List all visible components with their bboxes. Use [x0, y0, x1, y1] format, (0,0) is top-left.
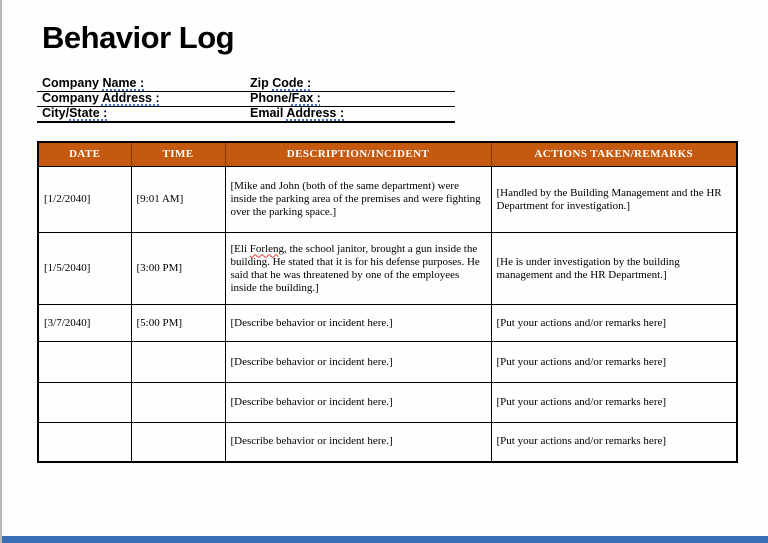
description-text: , the school janitor, brought a gun inside the building. He stated that it is for his defense purposes. He said that he was threatened by one of the employees inside the building.] [230, 242, 480, 294]
cell-actions[interactable]: [Put your actions and/or remarks here] [491, 423, 737, 462]
field-label: Email [250, 106, 287, 120]
cell-actions[interactable]: [Handled by the Building Management and the HR Department for investigation.] [491, 167, 737, 233]
behavior-log-table [37, 141, 738, 463]
cell-actions[interactable]: [Put your actions and/or remarks here] [491, 342, 737, 383]
form-row-3 [37, 107, 455, 123]
cell-description[interactable] [225, 233, 491, 305]
field-label: City/ [42, 106, 70, 120]
cell-date[interactable]: [1/2/2040] [38, 167, 131, 233]
field-label: Phone/ [250, 91, 292, 105]
bottom-accent-bar [2, 536, 768, 543]
field-city-state[interactable] [42, 106, 250, 120]
cell-description[interactable]: [Describe behavior or incident here.] [225, 383, 491, 423]
field-company-name[interactable] [42, 76, 250, 90]
column-header-time: TIME [131, 142, 225, 167]
cell-actions[interactable]: [Put your actions and/or remarks here] [491, 383, 737, 423]
column-header-description: DESCRIPTION/INCIDENT [225, 142, 491, 167]
table-row [38, 167, 737, 233]
table-row [38, 342, 737, 383]
company-info-form [37, 77, 455, 123]
field-label-underlined: State : [69, 106, 108, 120]
column-header-date: DATE [38, 142, 131, 167]
field-label-underlined: Code : [272, 76, 312, 90]
cell-date[interactable] [38, 383, 131, 423]
cell-time[interactable]: [3:00 PM] [131, 233, 225, 305]
table-header-row [38, 142, 737, 167]
page-title: Behavior Log [42, 20, 235, 55]
cell-description[interactable]: [Mike and John (both of the same department) were inside the parking area of the premises and were fighting over the parking space.] [225, 167, 491, 233]
cell-actions[interactable]: [He is under investigation by the building management and the HR Department.] [491, 233, 737, 305]
field-label: Zip [250, 76, 273, 90]
cell-date[interactable]: [3/7/2040] [38, 305, 131, 342]
field-label: Company [42, 91, 102, 105]
field-label-underlined: Name : [102, 76, 145, 90]
field-company-address[interactable] [42, 91, 250, 105]
form-row-1 [37, 77, 455, 92]
field-email-address[interactable] [250, 106, 455, 120]
field-label-underlined: Address : [286, 106, 345, 120]
cell-date[interactable]: [1/5/2040] [38, 233, 131, 305]
field-zip-code[interactable] [250, 76, 455, 90]
table-row [38, 233, 737, 305]
form-row-2 [37, 92, 455, 107]
cell-description[interactable]: [Describe behavior or incident here.] [225, 423, 491, 462]
column-header-actions: ACTIONS TAKEN/REMARKS [491, 142, 737, 167]
table-row [38, 383, 737, 423]
table-row [38, 423, 737, 462]
cell-date[interactable] [38, 423, 131, 462]
cell-description[interactable]: [Describe behavior or incident here.] [225, 305, 491, 342]
field-label-underlined: Address : [101, 91, 160, 105]
table-row [38, 305, 737, 342]
description-text: [Eli [230, 242, 250, 255]
cell-time[interactable] [131, 342, 225, 383]
cell-time[interactable] [131, 423, 225, 462]
misspelled-word: Forleng [249, 242, 284, 255]
cell-description[interactable]: [Describe behavior or incident here.] [225, 342, 491, 383]
field-phone-fax[interactable] [250, 91, 455, 105]
cell-time[interactable]: [9:01 AM] [131, 167, 225, 233]
cell-date[interactable] [38, 342, 131, 383]
field-label-underlined: Fax : [291, 91, 321, 105]
cell-time[interactable] [131, 383, 225, 423]
cell-actions[interactable]: [Put your actions and/or remarks here] [491, 305, 737, 342]
field-label: Company [42, 76, 103, 90]
cell-time[interactable]: [5:00 PM] [131, 305, 225, 342]
